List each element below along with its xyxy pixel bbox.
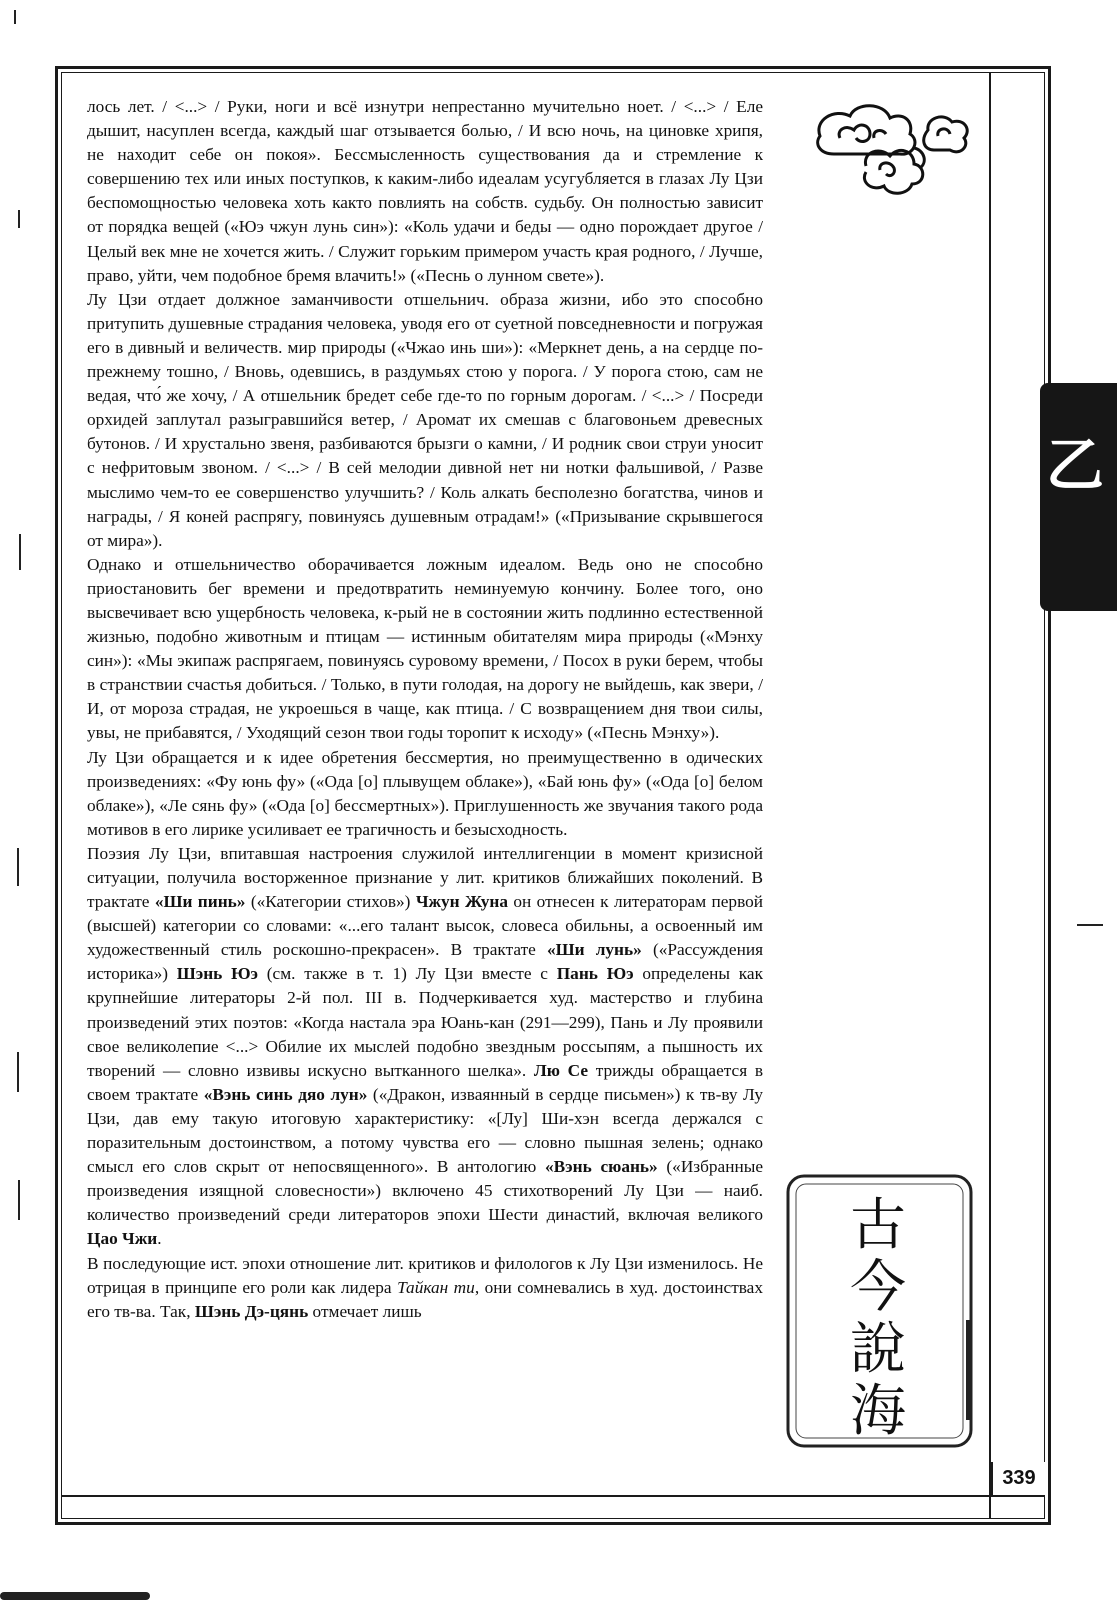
article-paragraph: [87, 553, 763, 746]
bold-term: Лю Се: [533, 1060, 588, 1080]
cloud-ornament-icon: [810, 100, 975, 200]
seal-char: 古: [850, 1193, 906, 1258]
scan-artifact: [18, 1180, 20, 1220]
italic-term: Тайкан ти: [397, 1277, 475, 1297]
scan-artifact: [17, 848, 19, 886]
article-paragraph: [87, 95, 763, 288]
article-paragraph: [87, 746, 763, 842]
scan-artifact: [14, 10, 16, 24]
bold-term: Шэнь Дэ-цянь: [194, 1301, 309, 1321]
thumb-index-glyph: 乙: [1046, 431, 1105, 499]
text-run: Поэзия Лу Цзи, впитавшая настроения служилой интеллигенции в момент кризисной ситуации, получила восторженное признание у лит. критиков ближайших поколений. В трактате: [87, 843, 763, 912]
text-run: («Рассуждения историка»): [87, 940, 764, 984]
seal-stamp-icon: [782, 1170, 977, 1452]
article-paragraph: [87, 1252, 763, 1324]
scan-artifact: [18, 210, 20, 228]
text-run: отмечает лишь: [308, 1301, 422, 1321]
text-run: («Дракон, изваянный в сердце письмен») к тв-ву Лу Цзи, дав ему такую итоговую характеристику: «[Лу] Ши-хэн всегда держался с поразительным достоинством, а потому чувства его — словно пышная зелень; однако смысл его слов скрыт от непосвященного». В антологию: [87, 1084, 763, 1177]
text-run: («Категории стихов»): [245, 892, 416, 912]
text-run: , они сомневались в худ. достоинствах его тв-ва. Так,: [87, 1277, 763, 1321]
bold-term: Цао Чжи: [87, 1229, 158, 1249]
text-run: .: [157, 1229, 162, 1249]
page-number: 339: [991, 1462, 1045, 1495]
text-run: (см. также в т. 1) Лу Цзи вместе с: [258, 964, 557, 984]
bold-term: «Ши лунь»: [546, 940, 642, 960]
seal-char: 海: [850, 1379, 906, 1444]
text-run: В последующие ист. эпохи отношение лит. критиков и филологов к Лу Цзи изменилось. Не отрицая в принципе его роли как лидера: [87, 1253, 763, 1297]
text-run: он отнесен к литераторам первой (высшей) категории со словами: «...его талант высок, словеса обильны, а освоенный им художественный стиль роскошно-прекрасен». В трактате: [87, 892, 763, 960]
article-paragraph: [87, 842, 763, 1252]
text-run: Лу Цзи отдает должное заманчивости отшельнич. образа жизни, ибо это способно притупить душевные страдания человека, уводя его от суетной повседневности и погружая его в дивный и величеств. мир природы («Чжао инь ши»): «Меркнет день, а на сердце по-прежнему тошно, / Вновь, одевшись, в раздумьях стою у порога. / У порога стою, сам не ведая, что́ же хочу, / А отшельник бредет себе где-то по горным дорогам. / <...> / Посреди орхидей заплутал разыгравшийся ветер, / Аромат их смешав с благовоньем древесных бутонов. / И хрустально звеня, разбиваются брызги о камни, / И родник свои струи уносит с нефритовым звоном. / <...> / В сей мелодии дивной нет ни нотки фальшивой, / Разве мыслимо чем-то ее совершенство улучшить? / Коль алкать бесполезно богатства, чинов и награды, / Я коней распрягу, повинуясь душевным отрадам!» («Призывание скрывшегося от мира»).: [87, 289, 763, 550]
bold-term: Шэнь Юэ: [176, 964, 258, 984]
scan-artifact: [19, 534, 21, 570]
text-run: лось лет. / <...> / Руки, ноги и всё изнутри непрестанно мучительно ноет. / <...> / Еле дышит, насуплен всегда, каждый шаг отзывается болью, / И всю ночь, на циновке хрипя, не находит себе он покоя». Бессмысленность существования да и стремление к совершению тех или иных поступков, к каким-либо идеалам усугубляется в глазах Лу Цзи беспомощностью человека хоть както повлиять на собств. судьбу. Он полностью зависит от порядка вещей («Юэ чжун лунь син»): «Коль удачи и беды — одно порождает другое / Целый век мне не хочется жить. / Служит горьким примером участь края родного, / Лучше, право, уйти, чем подобное бремя влачить!» («Песнь о лунном свете»).: [87, 97, 763, 285]
margin-rule: [989, 72, 991, 1519]
text-run: определены как крупнейшие литераторы 2-й пол. III в. Подчеркивается худ. мастерство и глубина произведений этих поэтов: «Когда настала эра Юань-кан (291—299), Пань и Лу проявили свое великолепие <...> Обилие их мыслей подобно звездным россыпям, а пышность их творений — словно извивы искусно вытканного шелка».: [87, 964, 763, 1080]
text-run: Однако и отшельничество оборачивается ложным идеалом. Ведь оно не способно приостановить бег времени и предотвратить неминуемую кончину. Более того, оно высвечивает всю ущербность человека, к-рый не в состоянии жить подлинно естественной жизнью, подобно животным и птицам — истинным обитателям мира природы («Мэнху син»): «Мы экипаж распрягаем, повинуясь суровому времени, / Посох в руки берем, чтобы в странствии счастья добиться. / Только, в пути голодая, на дорогу не выйдешь, как звери, / И, от мороза страдая, не укроешься в чаще, как птица. / С возвращением дня твои силы, увы, не прибавятся, / Уходящий сезон твои годы торопит к исходу» («Песнь Мэнху»).: [87, 554, 763, 743]
text-run: Лу Цзи обращается и к идее обретения бессмертия, но преимущественно в одических произведениях: «Фу юнь фу» («Ода [о] плывущем облаке»), «Бай юнь фу» («Ода [о] белом облаке»), «Ле сянь фу» («Ода [о] бессмертных»). Приглушенность же звучания такого рода мотивов в его лирике усиливает ее трагичность и безысходность.: [87, 747, 763, 839]
text-run: («Избранные произведения изящной словесности») включено 45 стихотворений Лу Цзи — наиб. количество произведений среди литераторов эпохи Шести династий, включая великого: [87, 1157, 764, 1225]
scan-artifact: [17, 1052, 19, 1092]
footer-rule: [61, 1495, 1045, 1497]
seal-char: 說: [850, 1317, 906, 1382]
article-paragraph: [87, 288, 763, 553]
text-run: трижды обращается в своем трактате: [87, 1060, 764, 1104]
bold-term: Чжун Жуна: [415, 892, 509, 912]
scan-artifact: [0, 1592, 150, 1600]
seal-char: 今: [850, 1255, 906, 1320]
bold-term: «Вэнь сюань»: [545, 1157, 658, 1177]
bold-term: «Ши пинь»: [154, 892, 246, 912]
scan-artifact: [1077, 924, 1103, 926]
article-body: [87, 95, 763, 1324]
bold-term: Пань Юэ: [556, 964, 634, 984]
bold-term: «Вэнь синь дяо лун»: [203, 1084, 368, 1104]
